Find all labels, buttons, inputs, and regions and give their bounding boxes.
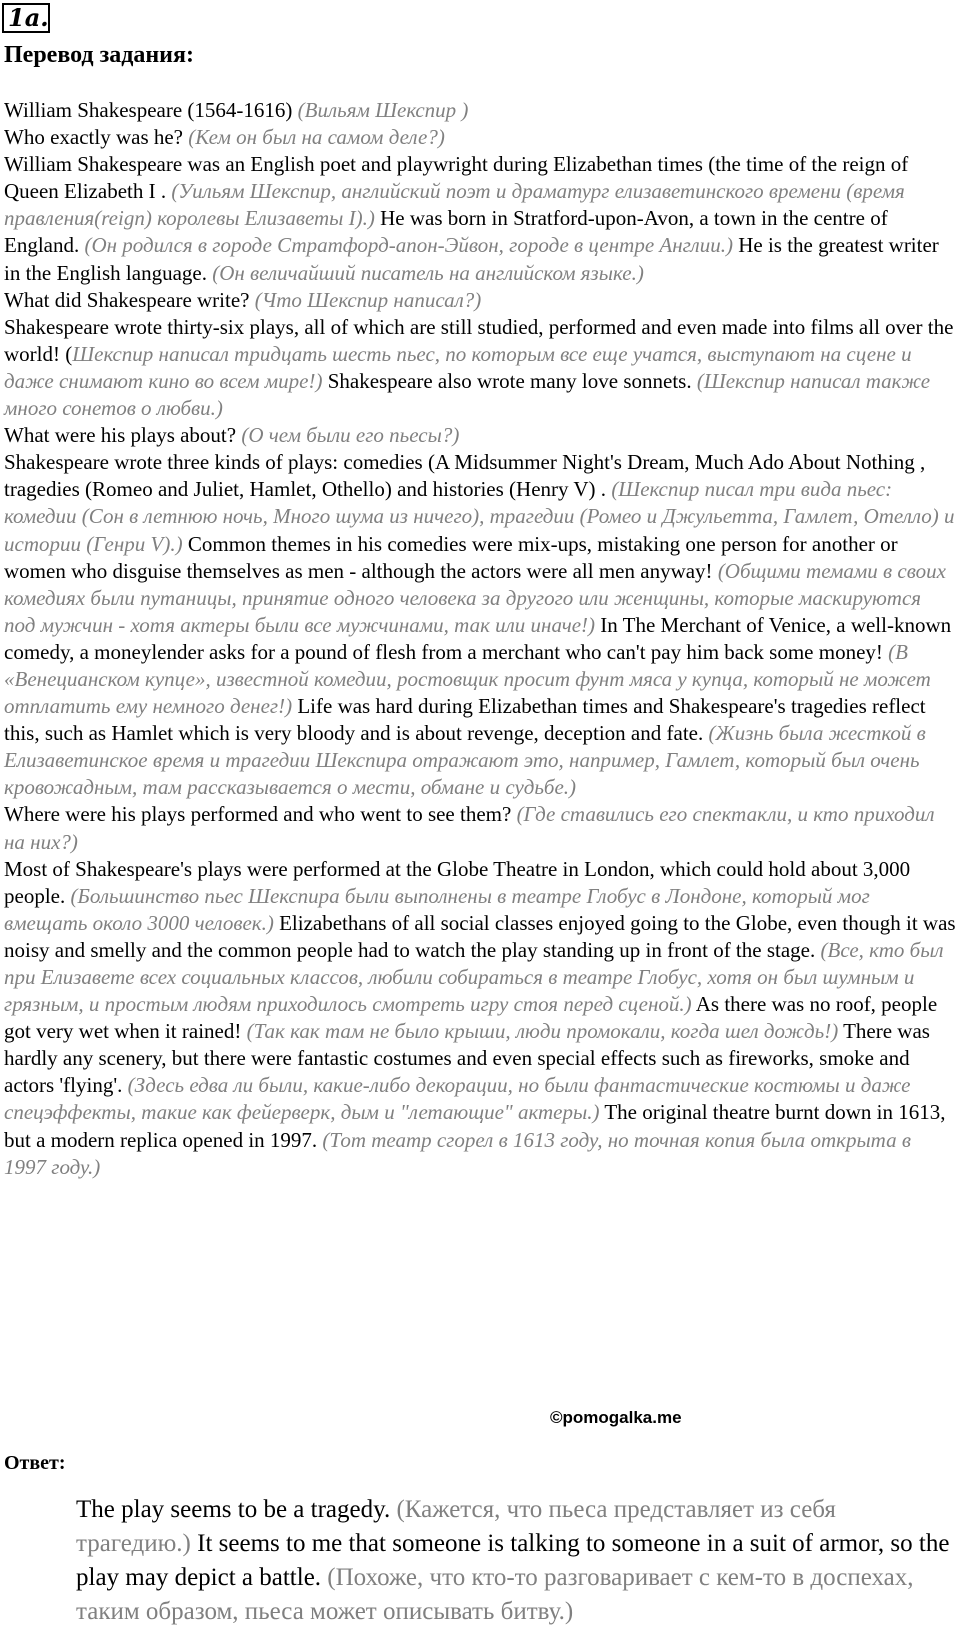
english-text: Elizabethans of all social classes enjoyed going to the Globe, even though it was noisy and smelly and the common people had to watch the play standing up in front of the stage. xyxy=(4,910,956,962)
answer-english: The play seems to be a tragedy. xyxy=(76,1496,397,1523)
russian-translation: (Он величайший писатель на английском языке.) xyxy=(212,260,644,285)
english-text: What did Shakespeare write? xyxy=(4,287,255,312)
english-text: Where were his plays performed and who went to see them? xyxy=(4,802,517,827)
answer-translation: (Кажется, что пьеса представляет из себя трагедию.) xyxy=(76,1496,836,1557)
russian-translation: (Общими темами в своих комедиях были путаницы, принятие одного человека за другого или женщины, которые маскируются под мужчин - хотя актеры были все мужчинами, так или иначе!) xyxy=(4,558,946,637)
paragraph xyxy=(4,287,956,314)
english-text: There was hardly any scenery, but there were fantastic costumes and even special effects such as fireworks, smoke and actors 'flying'. xyxy=(4,1019,930,1098)
english-text: Most of Shakespeare's plays were performed at the Globe Theatre in London, which could hold about 3,000 people. xyxy=(4,856,911,908)
paragraph xyxy=(4,801,956,855)
answer-english: It seems to me that someone is talking to someone in a suit of armor, so the play may depict a battle. xyxy=(76,1530,950,1591)
russian-translation: (Кем он был на самом деле?) xyxy=(188,125,445,150)
english-text: William Shakespeare (1564-1616) xyxy=(4,98,298,122)
russian-translation: (Жизнь была жесткой в Елизаветинское время и трагедии Шекспира отражают это, например, Гамлет, который был очень кровожадным, там рассказывается о мести, обмане и судьбе.) xyxy=(4,721,926,800)
russian-translation: (Все, кто был при Елизавете всех социальных классов, любили собираться в театре Глобус, хотя он был шумным и грязным, и простым людям приходилось смотреть игру стоя перед сценой.) xyxy=(4,937,944,1017)
exercise-label: 1a. xyxy=(2,3,50,33)
english-text: As there was no roof, people got very wet when it rained! xyxy=(4,992,938,1044)
english-text: He is the greatest writer in the English language. xyxy=(4,233,939,285)
russian-translation: (Здесь едва ли были, какие-либо декорации, но были фантастические костюмы и даже спецэффекты, такие как фейерверк, дым и "летающие" актеры.) xyxy=(4,1073,911,1125)
paragraph xyxy=(4,449,956,801)
russian-translation: Шекспир написал тридцать шесть пьес, по которым все еще учатся, выступают на сцене и даже снимают кино во всем мире!) xyxy=(4,341,912,393)
english-text: Life was hard during Elizabethan times and Shakespeare's tragedies reflect this, such as Hamlet which is very bloody and is about revenge, deception and fate. xyxy=(4,694,926,746)
paragraph xyxy=(4,97,956,124)
russian-translation: (Что Шекспир написал?) xyxy=(254,287,482,312)
paragraph xyxy=(4,314,956,422)
paragraph xyxy=(4,124,956,151)
russian-translation: (О чем были его пьесы?) xyxy=(241,423,460,448)
russian-translation: (Он родился в городе Стратфорд-апон-Эйвон, городе в центре Англии.) xyxy=(84,233,733,258)
russian-translation: (В «Венецианском купце», известной комедии, ростовщик просит фунт мяса у купца, который не может отплатить ему немного денег!) xyxy=(4,639,931,719)
english-text: William Shakespeare was an English poet and playwright during Elizabethan times (the time of the reign of Queen Elizabeth I . xyxy=(4,152,909,204)
russian-translation: (Тот театр сгорел в 1613 году, но точная копия была открыта в 1997 году.) xyxy=(4,1127,911,1179)
english-text: What were his plays about? xyxy=(4,423,242,448)
english-text: Shakespeare wrote thirty-six plays, all of which are still studied, performed and even made into films all over the world! ( xyxy=(4,314,954,366)
paragraph xyxy=(4,856,956,1181)
answer-translation: (Похоже, что кто-то разговаривает с кем-то в доспехах, таким образом, пьеса может описывать битву.) xyxy=(76,1564,914,1625)
english-text: The original theatre burnt down in 1613, but a modern replica opened in 1997. xyxy=(4,1100,946,1152)
english-text: Who exactly was he? xyxy=(4,125,189,150)
russian-translation: (Где ставились его спектакли, и кто приходил на них?) xyxy=(4,802,935,854)
russian-translation: (Вильям Шекспир ) xyxy=(297,98,469,122)
english-text: Shakespeare wrote three kinds of plays: comedies (A Midsummer Night's Dream, Much Ado About Nothing , tragedies (Romeo and Juliet, Hamlet, Othello) and histories (Henry V) . xyxy=(4,450,926,502)
english-text: Common themes in his comedies were mix-ups, mistaking one person for another or women who disguise themselves as men - although the actors were all men anyway! xyxy=(4,531,898,583)
answer-text xyxy=(76,1493,956,1629)
task-translation-text xyxy=(4,97,956,1181)
page-heading: Перевод задания: xyxy=(4,42,194,68)
russian-translation: (Так как там не было крыши, люди промокали, когда шел дождь!) xyxy=(246,1019,839,1044)
russian-translation: (Шекспир писал три вида пьес: комедии (Сон в летнюю ночь, Много шума из ничего), трагедии (Ромео и Джульетта, Гамлет, Отелло) и истории (Генри V).) xyxy=(4,477,955,556)
answer-label: Ответ: xyxy=(4,1452,66,1474)
english-text: In The Merchant of Venice, a well-known comedy, a moneylender asks for a pound of flesh from a merchant who can't pay him back some money! xyxy=(4,612,952,664)
paragraph xyxy=(4,422,956,449)
english-text: He was born in Stratford-upon-Avon, a town in the centre of England. xyxy=(4,206,888,258)
source-credit: ©pomogalka.me xyxy=(550,1408,682,1427)
russian-translation: (Уильям Шекспир, английский поэт и драматург елизаветинского времени (время правления(reign) королевы Елизаветы I).) xyxy=(4,179,905,231)
paragraph xyxy=(4,151,956,286)
russian-translation: (Большинство пьес Шекспира были выполнены в театре Глобус в Лондоне, который мог вмещать около 3000 человек.) xyxy=(4,883,870,935)
english-text: Shakespeare also wrote many love sonnets. xyxy=(322,368,697,393)
russian-translation: (Шекспир написал также много сонетов о любви.) xyxy=(4,368,931,421)
